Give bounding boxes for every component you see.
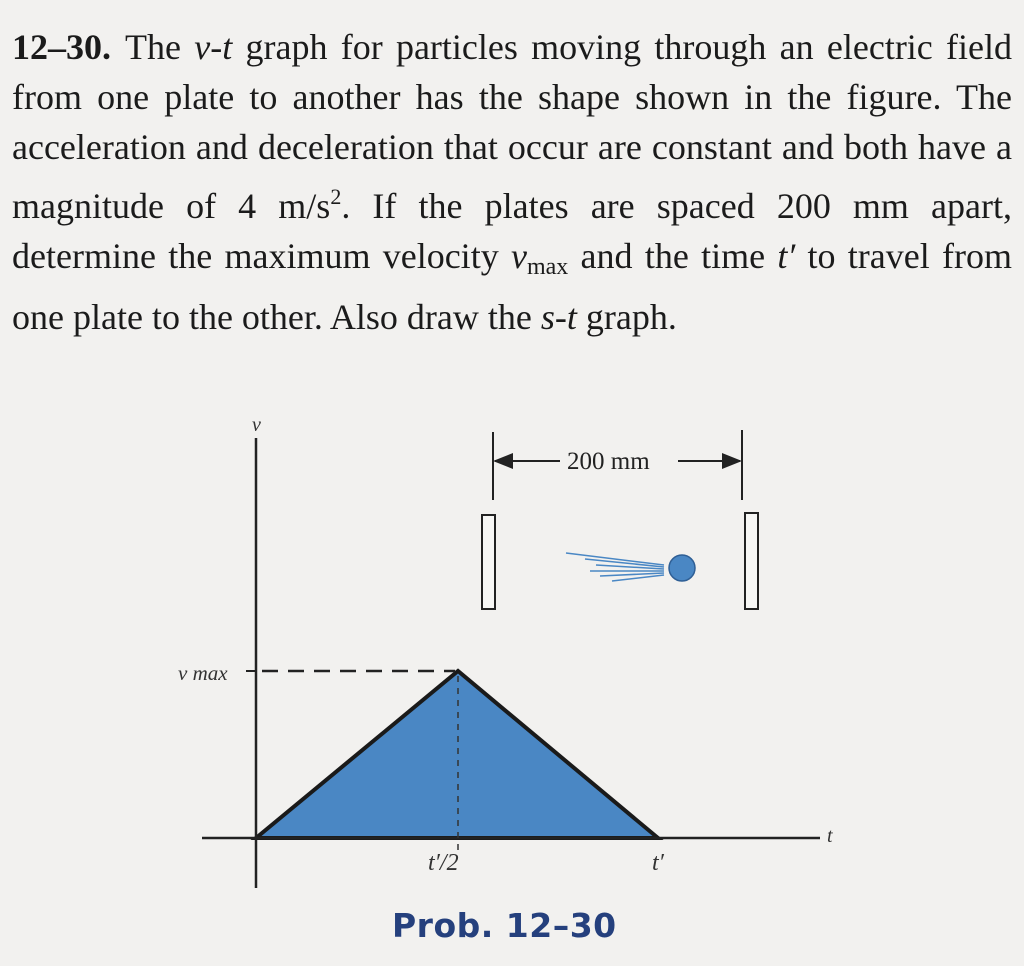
s-symbol: s [540, 297, 555, 337]
tprime-symbol: t′ [777, 236, 796, 276]
half-time-label: t′/2 [428, 850, 459, 876]
exponent: 2 [330, 184, 342, 209]
t-symbol-2: t [566, 297, 577, 337]
particle [669, 555, 695, 581]
v-axis-label: v [252, 414, 261, 436]
text-seg-6: to travel from one plate to the other. Also draw the [12, 236, 1012, 337]
spacing-label: 200 mm [567, 448, 650, 475]
text-seg-8: graph. [576, 297, 677, 337]
vmax-subscript: max [526, 254, 569, 280]
text-seg-7: - [554, 297, 567, 337]
text-seg-4: . If the plates are spaced 200 mm apart, determine the maximum velocity [12, 186, 1012, 276]
end-time-label: t′ [652, 850, 664, 876]
right-plate [745, 513, 758, 609]
text-seg-1: The [125, 27, 195, 67]
text-seg-2: - [210, 27, 223, 67]
motion-streaks [566, 553, 664, 581]
left-plate [482, 515, 495, 609]
t-symbol: t [222, 27, 233, 67]
text-seg-3: graph for particles moving through an electric field from one plate to another has the shape shown in the figure. The acceleration and deceleration that occur are constant and both have a magnitude of 4 m/s [12, 27, 1013, 226]
vmax-label: v max [178, 661, 228, 685]
vmax-symbol: v [510, 236, 527, 276]
t-axis-label: t [827, 825, 833, 847]
text-seg-5: and the time [568, 236, 778, 276]
v-symbol: v [194, 27, 211, 67]
figure-caption: Prob. 12–30 [392, 906, 617, 945]
velocity-triangle [256, 671, 658, 838]
problem-number: 12–30. [12, 27, 111, 67]
